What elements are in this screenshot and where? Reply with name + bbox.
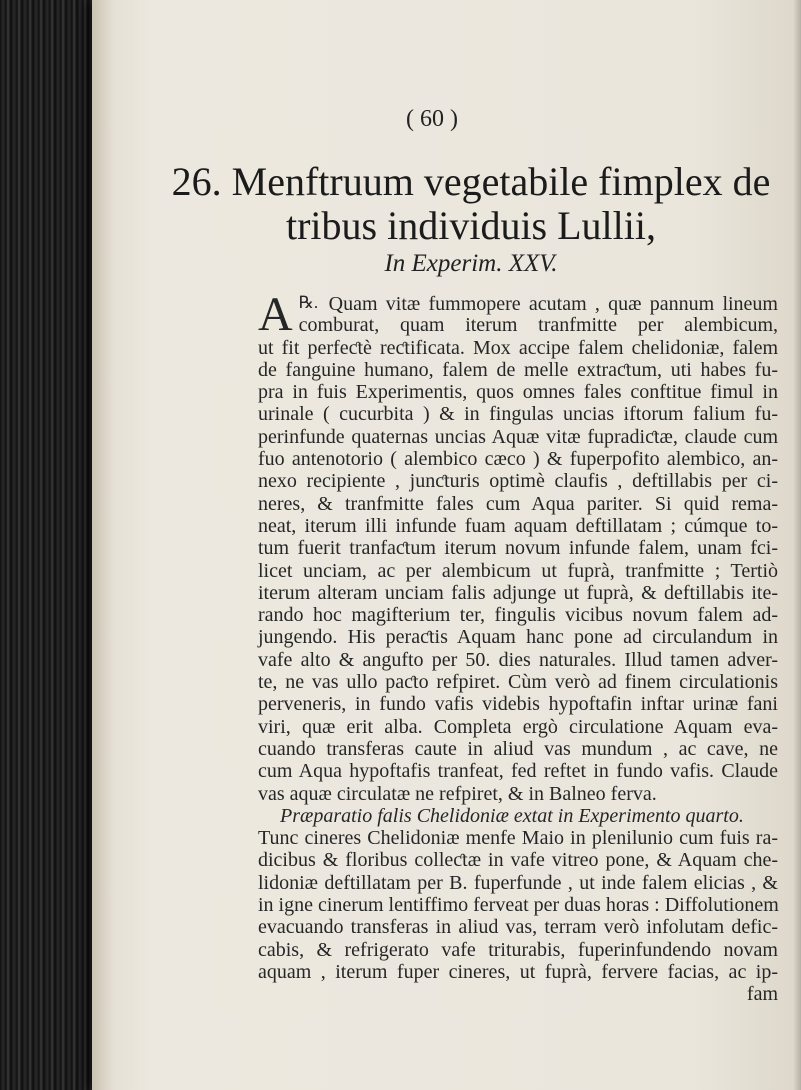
text-line: jungendo. His peraƈtis Aquam hanc pone ad circulandum in bbox=[258, 626, 778, 649]
subsection-heading: Præparatio falis Chelidoniæ extat in Experimento quarto. bbox=[280, 804, 744, 827]
text-line: dicibus & floribus colleƈtæ in vafe vitreo pone, & Aquam che- bbox=[258, 849, 778, 872]
text-line: cum Aqua hypoftafis tranfeat, fed reftet in fundo vafis. Claude bbox=[258, 760, 778, 783]
text-line: perveneris, in fundo vafis videbis hypoftafin inftar urinæ fani bbox=[258, 693, 778, 716]
text-line: viri, quæ erit alba. Completa ergò circulatione Aquam eva- bbox=[258, 715, 778, 738]
text-line: rando hoc magifterium ter, fingulis vicibus novum falem ad- bbox=[258, 604, 778, 627]
section-heading: 26. Menftruum vegetabile fimplex de tribus individuis Lullii, bbox=[171, 159, 771, 248]
text-line: fuo antenotorio ( alembico cæco ) & fuperpofito alembico, an- bbox=[258, 448, 778, 471]
text-line: vafe alto & angufto per 50. dies naturales. Illud tamen adver- bbox=[258, 648, 778, 671]
text-line: tum fuerit tranfaƈtum iterum novum infunde falem, unam fci- bbox=[258, 537, 778, 560]
text-line: comburat, quam iterum tranfmitte per alembicum, bbox=[298, 314, 778, 337]
text-line: evacuando transferas in aliud vas, terram verò infolutam defic- bbox=[258, 916, 778, 939]
page-number: ( 60 ) bbox=[406, 106, 458, 132]
text-line: Tunc cineres Chelidoniæ menfe Maio in plenilunio cum fuis ra- bbox=[258, 827, 778, 850]
text-line: nexo recipiente , junƈturis optimè claufis , deftillabis per ci- bbox=[258, 470, 778, 493]
text-line: te, ne vas ullo paƈto refpiret. Cùm verò ad finem circulationis bbox=[258, 671, 778, 694]
recipe-mark: ℞. bbox=[298, 293, 319, 312]
text-line: aquam , iterum fuper cineres, ut fuprà, fervere facias, ac ip- bbox=[258, 960, 778, 983]
body-paragraph bbox=[258, 288, 779, 1006]
text-line: urinale ( cucurbita ) & in fingulas uncias iftorum falium fu- bbox=[258, 403, 778, 426]
text-line: ℞. A Quam vitæ fummopere acutam , quæ pannum lineum bbox=[258, 288, 778, 341]
section-subheading: In Experim. XXV. bbox=[384, 250, 558, 277]
text-line: cabis, & refrigerato vafe triturabis, fuperinfundendo novam bbox=[258, 938, 778, 961]
text-line: ut fit perfeƈtè reƈtificata. Mox accipe falem chelidoniæ, falem bbox=[258, 336, 778, 359]
text-line: licet unciam, ac per alembicum ut fuprà, tranfmitte ; Tertiò bbox=[258, 559, 778, 582]
text-line: perinfunde quaternas uncias Aquæ vitæ fupradiƈtæ, claude cum bbox=[258, 425, 778, 448]
text-line: pra in fuis Experimentis, quos omnes fales conftitue fimul in bbox=[258, 381, 778, 404]
drop-cap: A bbox=[258, 288, 293, 341]
text-line: in igne cinerum lentiffimo ferveat per duas horas : Diffolutionem bbox=[258, 894, 779, 917]
text-line: de fanguine humano, falem de melle extraƈtum, uti habes fu- bbox=[258, 358, 778, 381]
page-edge-shadow bbox=[793, 0, 801, 1090]
text-line: vas aquæ circulatæ ne refpiret, & in Balneo ferva. bbox=[258, 782, 657, 805]
text-line: neat, iterum illi infunde fuam aquam deftillatam ; cúmque to- bbox=[258, 514, 778, 537]
catchword: fam bbox=[746, 983, 778, 1006]
text-line: lidoniæ deftillatam per B. fuperfunde , ut inde falem elicias , & bbox=[258, 871, 778, 894]
text-line: cuando transferas caute in aliud vas mundum , ac cave, ne bbox=[258, 737, 778, 760]
text-line: neres, & tranfmitte fales cum Aqua pariter. Si quid rema- bbox=[258, 492, 778, 515]
text-line: iterum alteram unciam falis adjunge ut fuprà, & deftillabis ite- bbox=[258, 581, 778, 604]
